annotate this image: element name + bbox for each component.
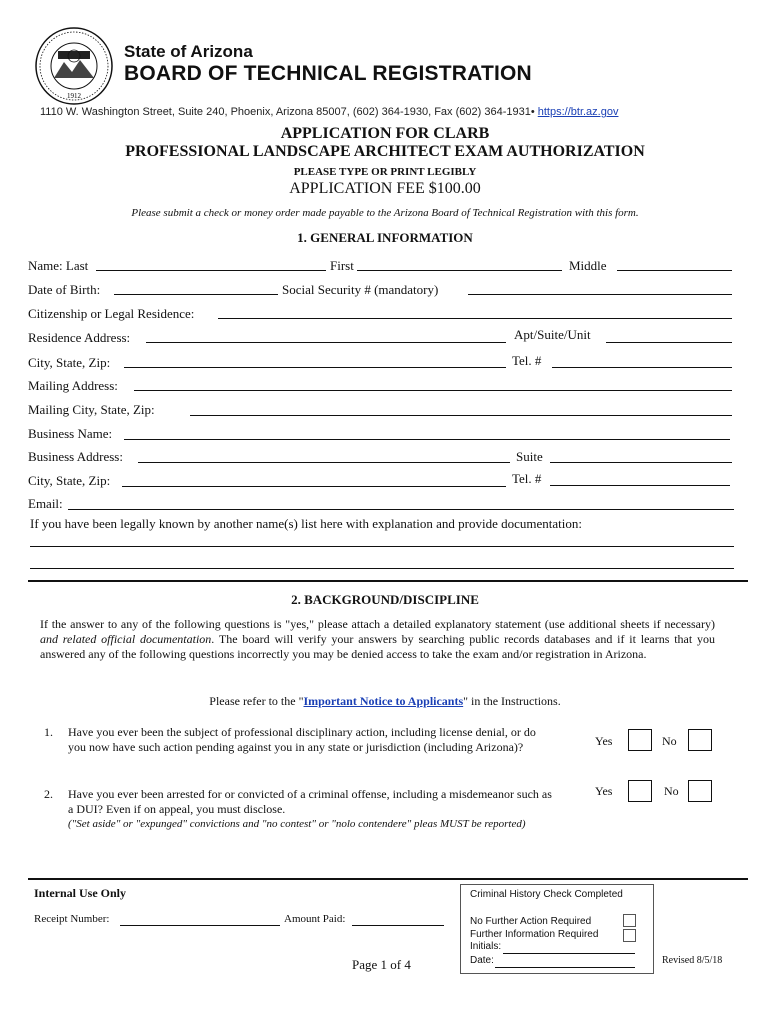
- label-business-address: Business Address:: [28, 449, 123, 464]
- field-apt[interactable]: [606, 342, 732, 343]
- field-city2[interactable]: [122, 486, 506, 487]
- board-name: BOARD OF TECHNICAL REGISTRATION: [124, 62, 532, 85]
- label-city1: City, State, Zip:: [28, 355, 111, 370]
- field-amount[interactable]: [352, 925, 444, 926]
- q1-number: 1.: [44, 725, 53, 739]
- q2-yes-checkbox[interactable]: [628, 780, 652, 802]
- q2-yes-label: Yes: [595, 784, 613, 798]
- field-other-names-2[interactable]: [30, 568, 734, 569]
- q2-no-label: No: [664, 784, 679, 798]
- label-receipt: Receipt Number:: [34, 913, 110, 925]
- field-ssn[interactable]: [468, 294, 732, 295]
- q1-text: Have you ever been the subject of professional disciplinary action, including license denial, or do you now have such action pending against you in any state or jurisdiction (including Arizona)?: [68, 725, 536, 754]
- q2-note: ("Set aside" or "expunged" convictions and "no contest" or "nolo contendere" pleas MUST be reported): [68, 818, 526, 830]
- payment-instruction: Please submit a check or money order made payable to the Arizona Board of Technical Registration with this form.: [131, 207, 639, 219]
- q1-yes-checkbox[interactable]: [628, 729, 652, 751]
- field-initials[interactable]: [503, 953, 635, 954]
- refer-notice: Please refer to the "Important Notice to Applicants" in the Instructions.: [209, 694, 561, 708]
- print-legibly-note: PLEASE TYPE OR PRINT LEGIBLY: [293, 166, 477, 178]
- arizona-seal-icon: [34, 26, 114, 106]
- field-receipt[interactable]: [120, 925, 280, 926]
- field-business-name[interactable]: [124, 439, 730, 440]
- q2-no-checkbox[interactable]: [688, 780, 712, 802]
- q2-number: 2.: [44, 787, 53, 801]
- label-dob: Date of Birth:: [28, 282, 101, 297]
- field-dob[interactable]: [114, 294, 278, 295]
- section-background-heading: 2. BACKGROUND/DISCIPLINE: [291, 592, 479, 607]
- label-ssn: Social Security # (mandatory): [282, 282, 439, 297]
- criminal-history-box: [460, 884, 654, 974]
- no-further-label: No Further Action Required: [470, 916, 592, 927]
- field-mailing[interactable]: [134, 390, 732, 391]
- field-city1[interactable]: [124, 367, 506, 368]
- label-residence: Residence Address:: [28, 330, 131, 345]
- date-label: Date:: [470, 955, 494, 966]
- field-suite[interactable]: [550, 462, 732, 463]
- q2-text: Have you ever been arrested for or convicted of a criminal offense, including a misdemeanor such as a DUI? Even if on appeal, you must disclose.: [68, 787, 552, 816]
- field-citizenship[interactable]: [218, 318, 732, 319]
- important-notice-link[interactable]: Important Notice to Applicants: [303, 694, 464, 708]
- svg-text:1912: 1912: [67, 92, 81, 100]
- field-last-name[interactable]: [96, 270, 326, 271]
- application-fee: APPLICATION FEE $100.00: [289, 180, 481, 197]
- label-amount: Amount Paid:: [284, 913, 346, 925]
- field-date[interactable]: [495, 967, 635, 968]
- field-middle-name[interactable]: [617, 270, 732, 271]
- q1-yes-label: Yes: [595, 734, 613, 748]
- website-link[interactable]: https://btr.az.gov: [537, 106, 619, 118]
- form-title-line1: APPLICATION FOR CLARB: [280, 125, 490, 142]
- label-other-names: If you have been legally known by another name(s) list here with explanation and provide documentation:: [30, 516, 582, 531]
- label-middle: Middle: [569, 258, 607, 273]
- label-city2: City, State, Zip:: [28, 473, 111, 488]
- label-mailing: Mailing Address:: [28, 378, 118, 393]
- internal-use-heading: Internal Use Only: [34, 886, 127, 900]
- label-email: Email:: [28, 496, 63, 511]
- label-apt: Apt/Suite/Unit: [514, 327, 591, 342]
- label-tel1: Tel. #: [512, 353, 542, 368]
- criminal-history-title: Criminal History Check Completed: [470, 889, 623, 900]
- q1-no-checkbox[interactable]: [688, 729, 712, 751]
- field-mailing-city[interactable]: [190, 415, 732, 416]
- field-first-name[interactable]: [357, 270, 562, 271]
- board-address: 1110 W. Washington Street, Suite 240, Phoenix, Arizona 85007, (602) 364-1930, Fax (602) 364-1931• https://btr.az.gov: [40, 106, 619, 118]
- label-citizenship: Citizenship or Legal Residence:: [28, 306, 195, 321]
- section-general-heading: 1. GENERAL INFORMATION: [297, 230, 473, 245]
- field-email[interactable]: [68, 509, 734, 510]
- label-business-name: Business Name:: [28, 426, 113, 441]
- field-other-names-1[interactable]: [30, 546, 734, 547]
- further-info-label: Further Information Required: [470, 929, 599, 940]
- field-business-address[interactable]: [138, 462, 510, 463]
- label-suite: Suite: [516, 449, 543, 464]
- section-divider: [28, 580, 748, 582]
- label-name-last: Name: Last: [28, 258, 89, 273]
- internal-divider: [28, 878, 748, 880]
- revised-date: Revised 8/5/18: [662, 955, 723, 966]
- state-name: State of Arizona: [124, 42, 253, 61]
- field-residence[interactable]: [146, 342, 506, 343]
- initials-label: Initials:: [470, 941, 502, 952]
- field-tel2[interactable]: [550, 485, 730, 486]
- q1-no-label: No: [662, 734, 677, 748]
- label-mailing-city: Mailing City, State, Zip:: [28, 402, 155, 417]
- label-tel2: Tel. #: [512, 471, 542, 486]
- no-further-checkbox[interactable]: [623, 914, 636, 927]
- page-number: Page 1 of 4: [352, 957, 411, 972]
- background-instructions: If the answer to any of the following questions is "yes," please attach a detailed explanatory statement (use additional sheets if necessary) and related official documentation. The board will verify your answers by searching public records databases and if it learns that you answered any of the following questions incorrectly you may be denied access to take the exam and/or registration in Arizona.: [40, 617, 715, 661]
- further-info-checkbox[interactable]: [623, 929, 636, 942]
- label-first: First: [330, 258, 354, 273]
- form-title-line2: PROFESSIONAL LANDSCAPE ARCHITECT EXAM AUTHORIZATION: [125, 143, 645, 160]
- field-tel1[interactable]: [552, 367, 732, 368]
